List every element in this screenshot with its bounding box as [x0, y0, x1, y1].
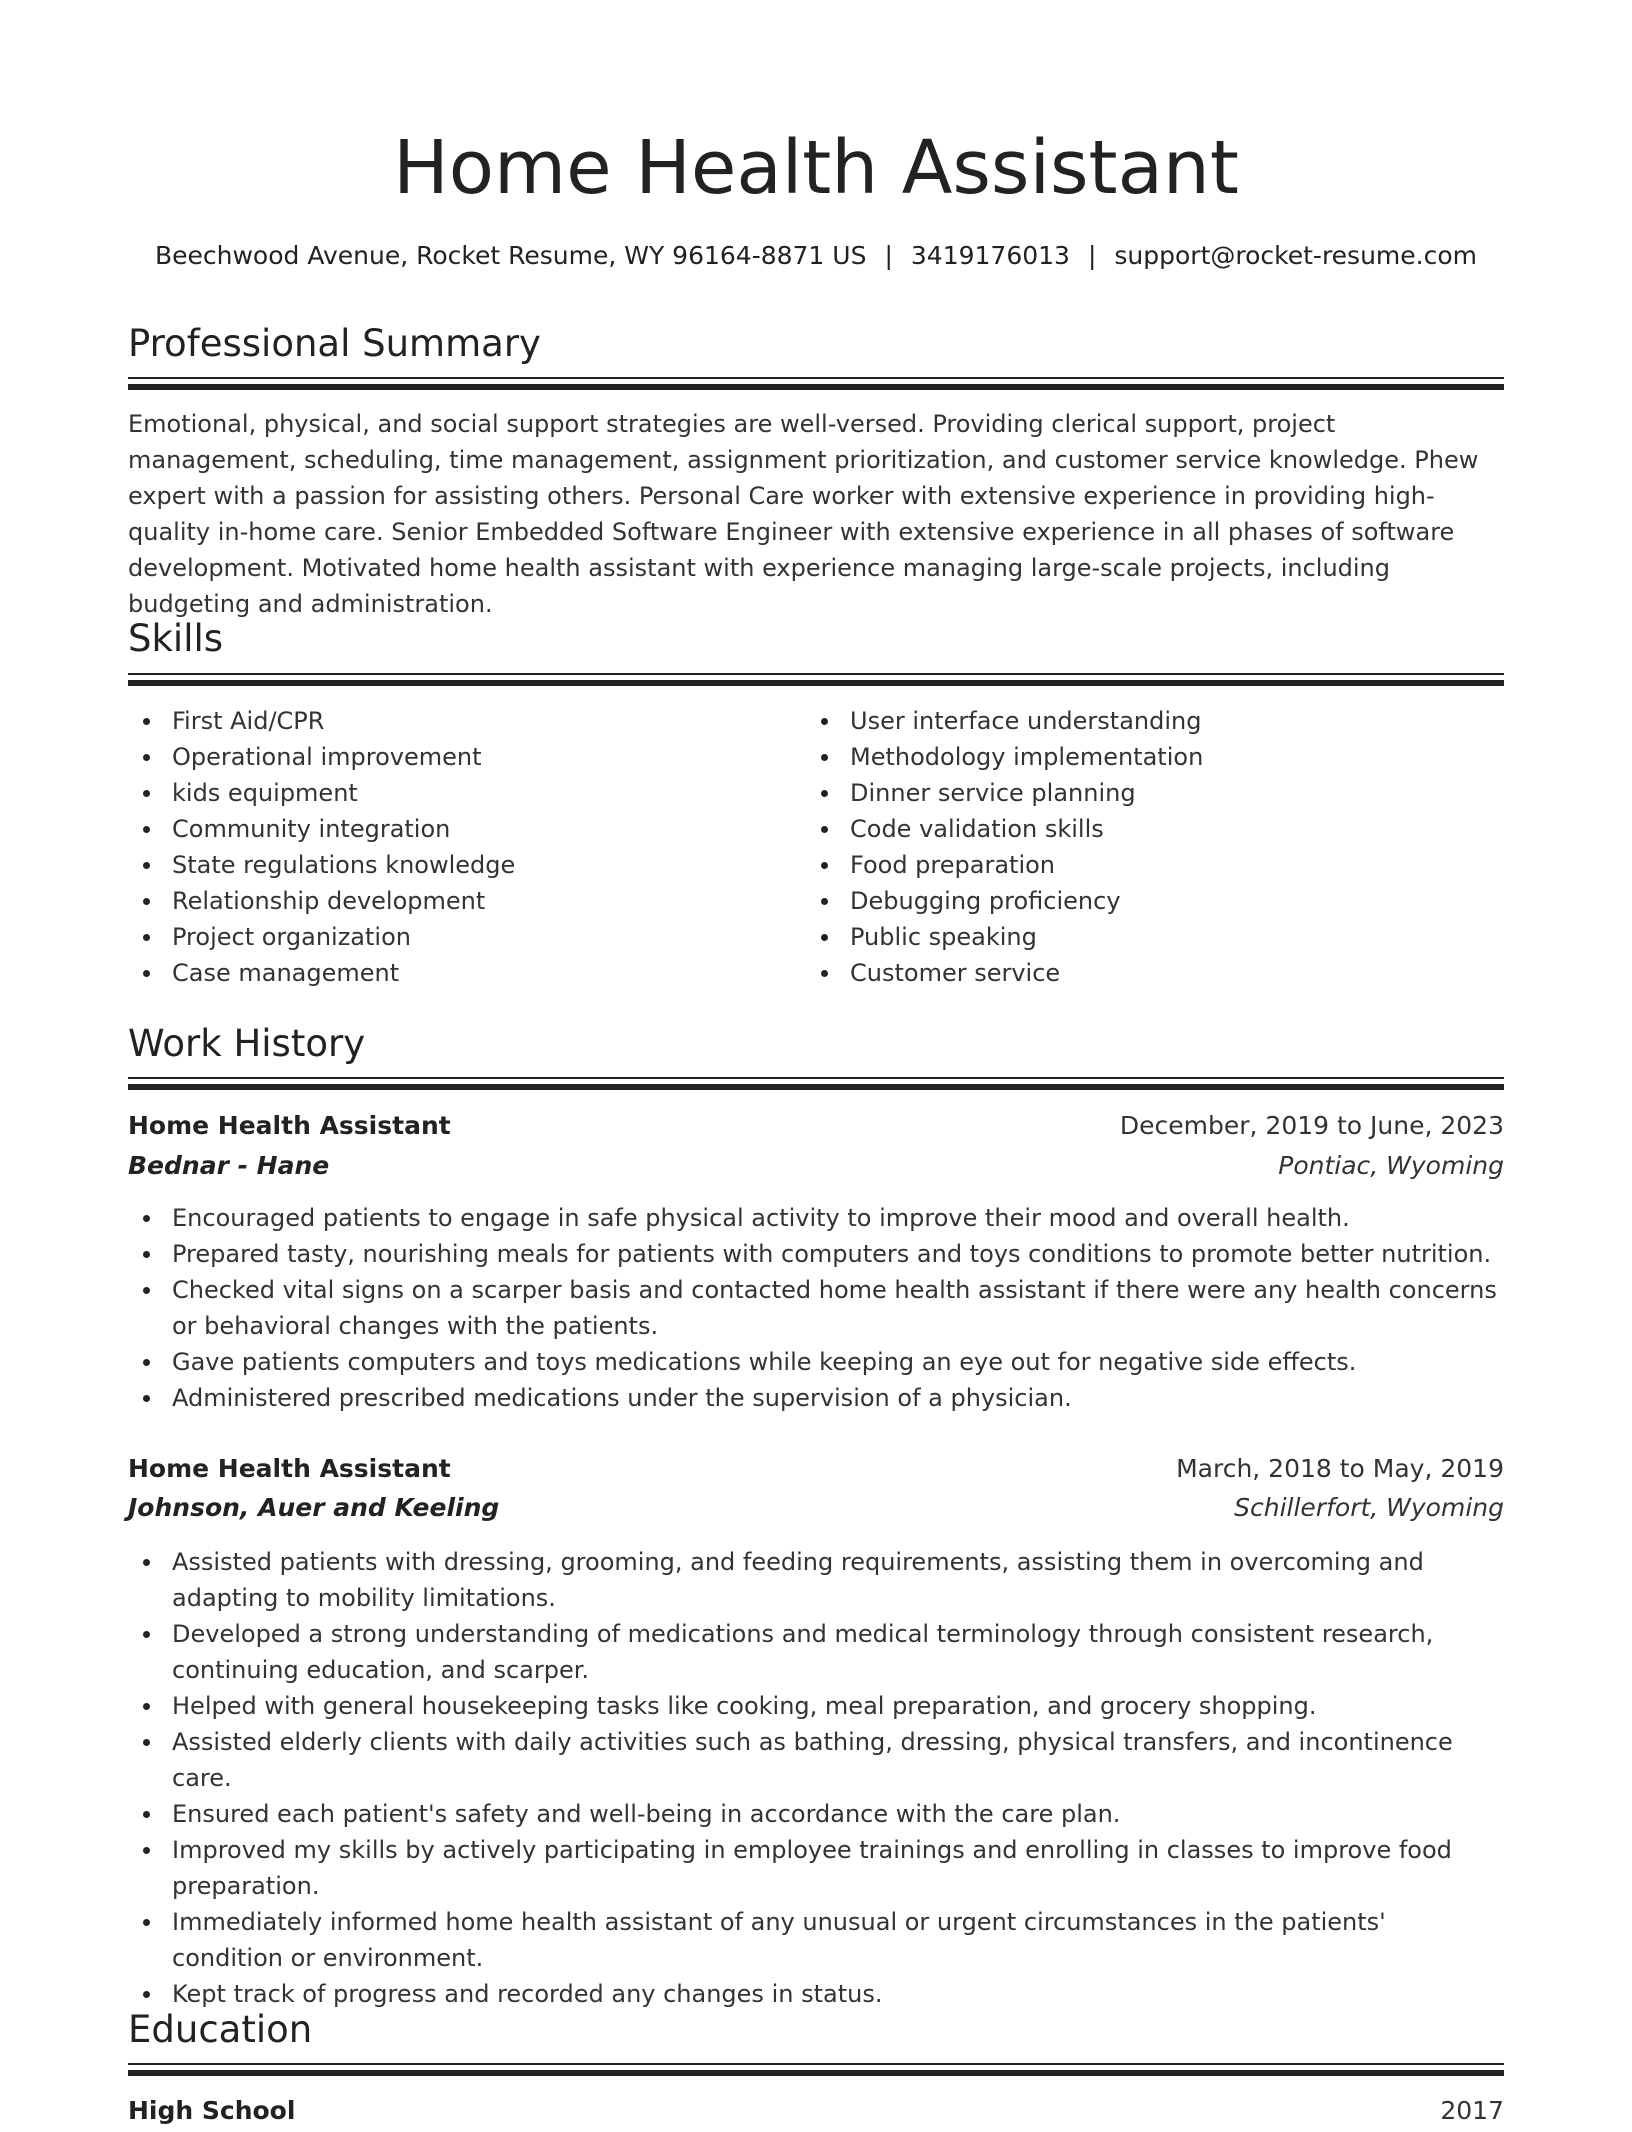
skill-item: kids equipment: [128, 775, 788, 811]
job-title: Home Health Assistant: [128, 1454, 451, 1483]
skill-item: Methodology implementation: [806, 739, 1466, 775]
skill-item: Community integration: [128, 811, 788, 847]
skill-item: State regulations knowledge: [128, 847, 788, 883]
job-title: Home Health Assistant: [128, 1111, 451, 1140]
contact-phone: 3419176013: [910, 241, 1070, 270]
job-duty-item: Helped with general housekeeping tasks like cooking, meal preparation, and grocery shopping.: [128, 1688, 1504, 1724]
contact-address: Beechwood Avenue, Rocket Resume, WY 96164-8871 US: [154, 241, 867, 270]
skill-item: Debugging proficiency: [806, 883, 1466, 919]
skill-item: Code validation skills: [806, 811, 1466, 847]
skill-item: Customer service: [806, 955, 1466, 991]
skill-item: Case management: [128, 955, 788, 991]
job-duty-item: Encouraged patients to engage in safe physical activity to improve their mood and overall health.: [128, 1200, 1504, 1236]
job-duty-item: Assisted elderly clients with daily activities such as bathing, dressing, physical transfers, and incontinence care.: [128, 1724, 1504, 1796]
job-duty-item: Immediately informed home health assistant of any unusual or urgent circumstances in the patients' condition or environment.: [128, 1904, 1504, 1976]
job-duty-item: Gave patients computers and toys medications while keeping an eye out for negative side effects.: [128, 1344, 1504, 1380]
section-divider: [128, 673, 1504, 687]
skill-item: Public speaking: [806, 919, 1466, 955]
summary-text: Emotional, physical, and social support strategies are well-versed. Providing clerical support, project management, scheduling, time management, assignment prioritization, and customer service knowledge. Phew expert with a passion for assisting others. Personal Care worker with extensive experience in providing high-quality in-home care. Senior Embedded Software Engineer with extensive experience in all phases of software development. Motivated home health assistant with experience managing large-scale projects, including budgeting and administration.: [128, 410, 1479, 618]
job-duty-item: Administered prescribed medications under the supervision of a physician.: [128, 1380, 1504, 1416]
skill-item: Relationship development: [128, 883, 788, 919]
job-header-row: [128, 1107, 1504, 1147]
skill-item: User interface understanding: [806, 703, 1466, 739]
job-header-row: [128, 1450, 1504, 1490]
job-location: Schillerfort, Wyoming: [1234, 1493, 1504, 1522]
skill-item: First Aid/CPR: [128, 703, 788, 739]
job-duty-item: Developed a strong understanding of medications and medical terminology through consistent research, continuing education, and scarper.: [128, 1616, 1504, 1688]
job-dates: December, 2019 to June, 2023: [1119, 1111, 1504, 1140]
section-title-skills: Skills: [128, 617, 224, 660]
contact-separator: |: [1087, 241, 1097, 270]
job-duty-item: Improved my skills by actively participating in employee trainings and enrolling in classes to improve food preparation.: [128, 1832, 1504, 1904]
skills-list-right: [806, 703, 1466, 991]
job-company-row: [128, 1147, 1504, 1187]
section-divider: [128, 2063, 1504, 2077]
contact-line: [128, 238, 1504, 274]
education-entry-row: [128, 2092, 1504, 2132]
contact-separator: |: [884, 241, 893, 270]
job-duty-item: Ensured each patient's safety and well-being in accordance with the care plan.: [128, 1796, 1504, 1832]
job-duty-item: Checked vital signs on a scarper basis and contacted home health assistant if there were any health concerns or behavioral changes with the patients.: [128, 1272, 1504, 1344]
skill-item: Operational improvement: [128, 739, 788, 775]
job-company-row: [128, 1489, 1504, 1529]
job-duty-item: Assisted patients with dressing, grooming, and feeding requirements, assisting them in overcoming and adapting to mobility limitations.: [128, 1544, 1504, 1616]
job-duties-list: [128, 1200, 1504, 1416]
job-company: Johnson, Auer and Keeling: [128, 1493, 500, 1522]
skills-list-left: [128, 703, 788, 991]
skill-item: Food preparation: [806, 847, 1466, 883]
education-entry-title: High School: [128, 2096, 296, 2125]
job-duties: [128, 1544, 1504, 2012]
resume-name: Home Health Assistant: [393, 125, 1239, 211]
skill-item: Dinner service planning: [806, 775, 1466, 811]
skills-column-right: [806, 703, 1466, 991]
section-title-work-history: Work History: [128, 1022, 366, 1065]
job-dates: March, 2018 to May, 2019: [1176, 1454, 1504, 1483]
skill-item: Project organization: [128, 919, 788, 955]
section-title-education: Education: [128, 2008, 313, 2051]
skills-column-left: [128, 703, 788, 991]
section-divider: [128, 1077, 1504, 1091]
contact-email: support@rocket-resume.com: [1114, 241, 1478, 270]
section-title-summary: Professional Summary: [128, 322, 541, 365]
job-location: Pontiac, Wyoming: [1278, 1151, 1504, 1180]
education-entry-year: 2017: [1440, 2096, 1504, 2125]
job-duties-list: [128, 1544, 1504, 2012]
job-duties: [128, 1200, 1504, 1416]
section-divider: [128, 377, 1504, 391]
job-duty-item: Kept track of progress and recorded any changes in status.: [128, 1976, 1504, 2012]
job-company: Bednar - Hane: [128, 1151, 330, 1180]
job-duty-item: Prepared tasty, nourishing meals for patients with computers and toys conditions to promote better nutrition.: [128, 1236, 1504, 1272]
